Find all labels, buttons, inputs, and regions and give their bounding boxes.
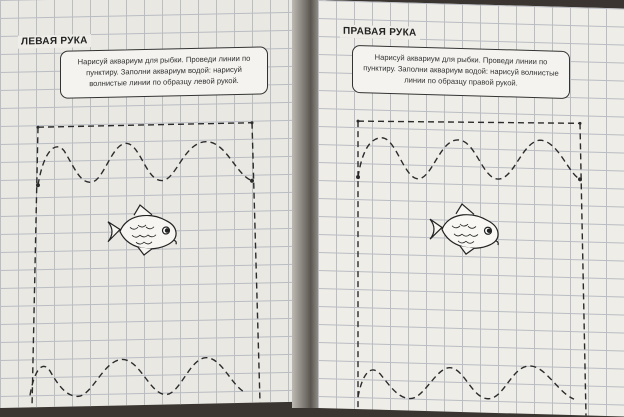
right-aquarium-right-edge	[580, 123, 586, 415]
left-aquarium-left-edge	[32, 127, 38, 407]
right-page-heading: ПРАВАЯ РУКА	[340, 25, 420, 40]
left-fish-icon	[108, 204, 176, 255]
right-task-text: Нарисуй аквариум для рыбки. Проведи линии по пунктиру. Заполни аквариум водой: нарисуй волнистые линии по образцу правой рукой.	[363, 52, 559, 88]
left-aquarium-right-edge	[252, 123, 260, 403]
right-page	[318, 0, 624, 417]
left-aquarium-top-edge	[38, 123, 252, 127]
left-task-text: Нарисуй аквариум для рыбки. Проведи линии по пунктиру. Заполни аквариум водой: нарисуй волнистые линии по образцу левой рукой.	[77, 53, 251, 89]
right-aquarium-top-edge	[358, 117, 580, 127]
left-top-wave-line	[38, 141, 252, 185]
right-top-wave-line	[358, 135, 580, 183]
left-aquarium-drawing	[0, 0, 300, 408]
right-aquarium-drawing	[318, 0, 624, 417]
left-bottom-wave-line	[30, 357, 246, 398]
left-page-heading: ЛЕВАЯ РУКА	[18, 34, 91, 49]
left-page	[0, 0, 300, 408]
right-bottom-wave-line	[358, 361, 574, 403]
right-fish-icon	[430, 203, 498, 255]
